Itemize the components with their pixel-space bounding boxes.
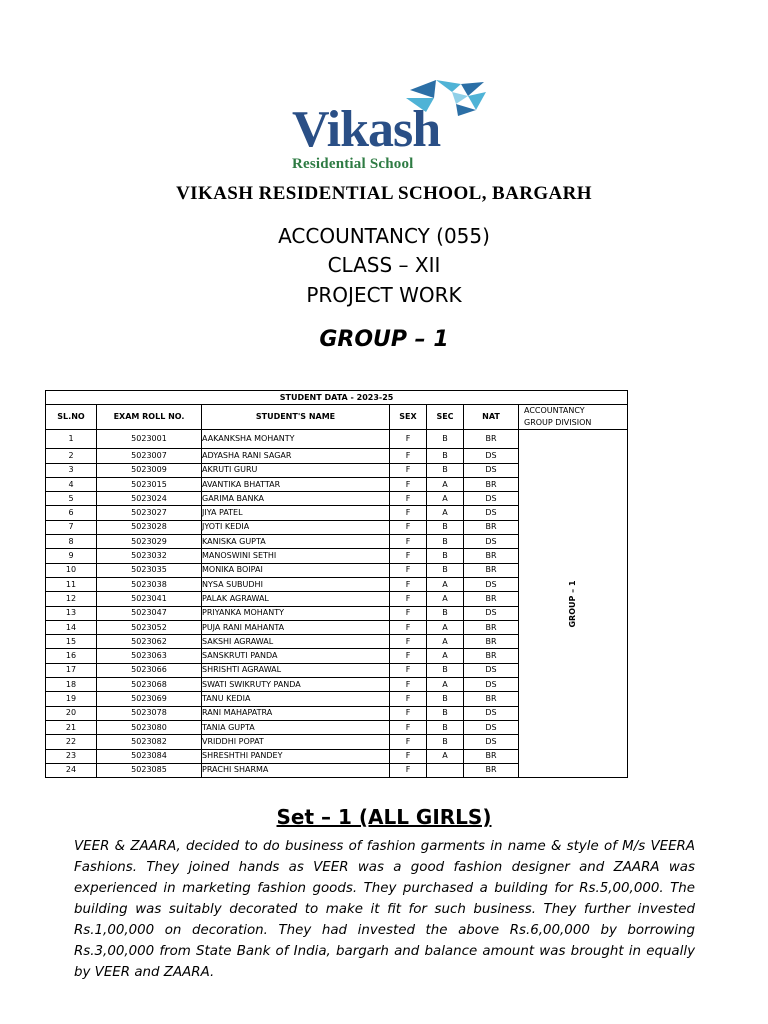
cell-name: VRIDDHI POPAT — [202, 735, 390, 749]
cell-slno: 3 — [46, 463, 97, 477]
cell-roll: 5023038 — [97, 577, 202, 591]
cell-sex: F — [390, 577, 427, 591]
cell-nat: BR — [464, 592, 519, 606]
class-heading: CLASS – XII — [327, 253, 441, 277]
cell-name: AAKANKSHA MOHANTY — [202, 430, 390, 449]
logo-wordmark: Vikash — [292, 101, 441, 158]
cell-nat: DS — [464, 449, 519, 463]
cell-sex: F — [390, 735, 427, 749]
cell-name: TANIA GUPTA — [202, 720, 390, 734]
work-heading: PROJECT WORK — [306, 283, 462, 307]
cell-nat: DS — [464, 606, 519, 620]
cell-name: RANI MAHAPATRA — [202, 706, 390, 720]
cell-nat: BR — [464, 649, 519, 663]
student-data-table — [45, 390, 628, 778]
cell-sec: B — [427, 520, 464, 534]
cell-slno: 18 — [46, 678, 97, 692]
header-accountancy-group — [519, 405, 628, 430]
cell-roll: 5023084 — [97, 749, 202, 763]
cell-sec: B — [427, 663, 464, 677]
cell-slno: 15 — [46, 635, 97, 649]
table-body — [46, 430, 628, 778]
cell-roll: 5023069 — [97, 692, 202, 706]
group-division-cell — [519, 430, 628, 778]
cell-sex: F — [390, 592, 427, 606]
cell-name: SHRESHTHI PANDEY — [202, 749, 390, 763]
header-acc-line2: GROUP DIVISION — [524, 418, 592, 428]
cell-sex: F — [390, 692, 427, 706]
cell-name: NYSA SUBUDHI — [202, 577, 390, 591]
cell-nat: DS — [464, 463, 519, 477]
cell-name: SAKSHI AGRAWAL — [202, 635, 390, 649]
cell-sex: F — [390, 649, 427, 663]
header-sex: SEX — [390, 405, 427, 430]
cell-roll: 5023032 — [97, 549, 202, 563]
header-sec: SEC — [427, 405, 464, 430]
cell-sec: A — [427, 492, 464, 506]
cell-slno: 22 — [46, 735, 97, 749]
cell-sex: F — [390, 720, 427, 734]
set-title-text: Set – 1 (ALL GIRLS) — [276, 805, 492, 829]
cell-sec: B — [427, 706, 464, 720]
cell-nat: BR — [464, 563, 519, 577]
cell-roll: 5023078 — [97, 706, 202, 720]
cell-roll: 5023007 — [97, 449, 202, 463]
cell-sex: F — [390, 663, 427, 677]
cell-roll: 5023066 — [97, 663, 202, 677]
school-name: VIKASH RESIDENTIAL SCHOOL, BARGARH — [176, 183, 592, 204]
cell-nat: DS — [464, 535, 519, 549]
cell-nat: BR — [464, 635, 519, 649]
cell-slno: 23 — [46, 749, 97, 763]
table-caption: STUDENT DATA - 2023-25 — [46, 391, 628, 405]
cell-roll: 5023035 — [97, 563, 202, 577]
cell-sec: A — [427, 635, 464, 649]
cell-sec: B — [427, 535, 464, 549]
cell-nat: DS — [464, 577, 519, 591]
cell-roll: 5023001 — [97, 430, 202, 449]
cell-name: TANU KEDIA — [202, 692, 390, 706]
cell-roll: 5023047 — [97, 606, 202, 620]
cell-nat: DS — [464, 706, 519, 720]
cell-nat: DS — [464, 735, 519, 749]
set-title — [0, 805, 768, 829]
header-acc-line1: ACCOUNTANCY — [524, 406, 585, 416]
cell-sec: B — [427, 563, 464, 577]
cell-roll: 5023015 — [97, 477, 202, 491]
cell-name: PALAK AGRAWAL — [202, 592, 390, 606]
cell-slno: 20 — [46, 706, 97, 720]
header-name: STUDENT'S NAME — [202, 405, 390, 430]
cell-name: SHRISHTI AGRAWAL — [202, 663, 390, 677]
cell-nat: BR — [464, 430, 519, 449]
cell-slno: 7 — [46, 520, 97, 534]
cell-sex: F — [390, 449, 427, 463]
cell-nat: BR — [464, 477, 519, 491]
cell-slno: 8 — [46, 535, 97, 549]
cell-name: JYOTI KEDIA — [202, 520, 390, 534]
cell-roll: 5023082 — [97, 735, 202, 749]
cell-slno: 14 — [46, 620, 97, 634]
cell-name: SANSKRUTI PANDA — [202, 649, 390, 663]
cell-sec: A — [427, 506, 464, 520]
cell-roll: 5023029 — [97, 535, 202, 549]
case-paragraph: VEER & ZAARA, decided to do business of fashion garments in name & style of M/s VEERA Fashions. They joined hands as VEER was a good fashion designer and ZAARA was experienced in marketing fashion goods. They purchased a building for Rs.5,00,000. The building was suitably decorated to make it fit for such business. They further invested Rs.1,00,000 on decoration. They had invested the above Rs.6,00,000 by borrowing Rs.3,00,000 from State Bank of India, bargarh and balance amount was brought in equally by VEER and ZAARA. — [74, 839, 695, 980]
cell-sex: F — [390, 492, 427, 506]
cell-nat: BR — [464, 763, 519, 777]
cell-sex: F — [390, 635, 427, 649]
group-heading: GROUP – 1 — [319, 327, 449, 352]
cell-name: ADYASHA RANI SAGAR — [202, 449, 390, 463]
cell-sec: A — [427, 577, 464, 591]
cell-slno: 13 — [46, 606, 97, 620]
subject-heading: ACCOUNTANCY (055) — [278, 224, 490, 248]
cell-nat: DS — [464, 506, 519, 520]
cell-sec: A — [427, 477, 464, 491]
table-row — [46, 430, 628, 449]
cell-sex: F — [390, 520, 427, 534]
cell-sec: B — [427, 735, 464, 749]
cell-roll: 5023063 — [97, 649, 202, 663]
cell-sex: F — [390, 563, 427, 577]
cell-roll: 5023068 — [97, 678, 202, 692]
cell-name: MANOSWINI SETHI — [202, 549, 390, 563]
cell-sex: F — [390, 463, 427, 477]
cell-roll: 5023027 — [97, 506, 202, 520]
cell-sec: B — [427, 449, 464, 463]
cell-roll: 5023009 — [97, 463, 202, 477]
logo-subtitle: Residential School — [292, 156, 414, 172]
cell-sec: A — [427, 620, 464, 634]
cell-sec: B — [427, 606, 464, 620]
cell-slno: 1 — [46, 430, 97, 449]
cell-sec: B — [427, 463, 464, 477]
cell-roll: 5023080 — [97, 720, 202, 734]
cell-roll: 5023052 — [97, 620, 202, 634]
cell-sex: F — [390, 477, 427, 491]
cell-sex: F — [390, 620, 427, 634]
cell-slno: 4 — [46, 477, 97, 491]
cell-sec: A — [427, 592, 464, 606]
cell-sec: A — [427, 749, 464, 763]
cell-nat: DS — [464, 720, 519, 734]
cell-sec: B — [427, 720, 464, 734]
cell-sec: A — [427, 649, 464, 663]
cell-sec: B — [427, 549, 464, 563]
cell-nat: DS — [464, 678, 519, 692]
cell-name: PRIYANKA MOHANTY — [202, 606, 390, 620]
cell-sex: F — [390, 549, 427, 563]
cell-slno: 24 — [46, 763, 97, 777]
cell-name: SWATI SWIKRUTY PANDA — [202, 678, 390, 692]
cell-sex: F — [390, 430, 427, 449]
header-nat: NAT — [464, 405, 519, 430]
school-logo — [290, 80, 530, 172]
cell-nat: DS — [464, 492, 519, 506]
cell-sex: F — [390, 535, 427, 549]
group-division-label: GROUP – 1 — [568, 580, 578, 628]
cell-sex: F — [390, 749, 427, 763]
cell-slno: 12 — [46, 592, 97, 606]
cell-slno: 19 — [46, 692, 97, 706]
cell-slno: 5 — [46, 492, 97, 506]
header-roll: EXAM ROLL NO. — [97, 405, 202, 430]
cell-roll: 5023041 — [97, 592, 202, 606]
cell-sex: F — [390, 763, 427, 777]
cell-nat: BR — [464, 620, 519, 634]
cell-roll: 5023062 — [97, 635, 202, 649]
cell-name: PRACHI SHARMA — [202, 763, 390, 777]
cell-sec: B — [427, 692, 464, 706]
cell-slno: 17 — [46, 663, 97, 677]
cell-slno: 21 — [46, 720, 97, 734]
cell-sex: F — [390, 706, 427, 720]
cell-name: PUJA RANI MAHANTA — [202, 620, 390, 634]
cell-slno: 16 — [46, 649, 97, 663]
cell-roll: 5023028 — [97, 520, 202, 534]
cell-sec — [427, 763, 464, 777]
cell-sec: A — [427, 678, 464, 692]
cell-slno: 11 — [46, 577, 97, 591]
cell-name: JIYA PATEL — [202, 506, 390, 520]
cell-slno: 9 — [46, 549, 97, 563]
cell-name: GARIMA BANKA — [202, 492, 390, 506]
cell-name: AKRUTI GURU — [202, 463, 390, 477]
cell-name: AVANTIKA BHATTAR — [202, 477, 390, 491]
cell-nat: BR — [464, 520, 519, 534]
cell-roll: 5023085 — [97, 763, 202, 777]
cell-slno: 10 — [46, 563, 97, 577]
cell-name: MONIKA BOIPAI — [202, 563, 390, 577]
cell-nat: DS — [464, 663, 519, 677]
cell-nat: BR — [464, 749, 519, 763]
cell-sec: B — [427, 430, 464, 449]
cell-slno: 2 — [46, 449, 97, 463]
cell-sex: F — [390, 506, 427, 520]
cell-sex: F — [390, 678, 427, 692]
cell-roll: 5023024 — [97, 492, 202, 506]
cell-sex: F — [390, 606, 427, 620]
cell-nat: BR — [464, 692, 519, 706]
cell-nat: BR — [464, 549, 519, 563]
cell-name: KANISKA GUPTA — [202, 535, 390, 549]
cell-slno: 6 — [46, 506, 97, 520]
header-slno: SL.NO — [46, 405, 97, 430]
